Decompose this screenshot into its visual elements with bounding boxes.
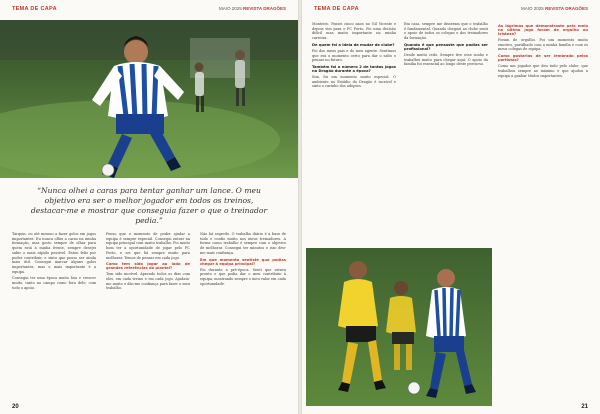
paragraph: Desde muito cedo. Sempre tive esse sonho e trabalhei muito para chegar aqui. O apoio da família foi essencial ao longo deste percurso. bbox=[404, 52, 488, 67]
player-photo-art bbox=[0, 20, 298, 178]
question: Como gostarias de ser lembrado pelos portistas? bbox=[498, 54, 588, 63]
paragraph: Como um jogador que deu tudo pelo clube, que trabalhou sempre ao máximo e que ajudou a equipa a ganhar títulos importantes. bbox=[498, 64, 588, 78]
text-column-2 bbox=[106, 232, 190, 404]
text-column-4 bbox=[312, 22, 396, 244]
paragraph: Monteiro. Passei cinco anos no Gil Vicente e depois vim para o FC Porto. Foi uma decisão difícil mas muito importante na minha carreira. bbox=[312, 22, 396, 41]
magazine-name: REVISTA DRAGÕES bbox=[242, 6, 286, 11]
paragraph: Tarquin, ou até mesmo a fazer golos em jogos importantes. Eu nunca olhei a caras na minha formação, mas gosto sempre de olhar para quem está à minha frente, sempre desejei subir o mais rápido possível. Estou feliz por poder contribuir, e sinto que posso ser ainda mais útil. Consegui marcar alguns golos importantes, mas o mais importante é a equipa. bbox=[12, 232, 96, 274]
page-number-right: 21 bbox=[581, 404, 588, 410]
paragraph: Em casa, sempre me disseram que o trabalho é fundamental. Quando cheguei ao clube senti o apoio de todos os colegas e dos treinadores da formação. bbox=[404, 22, 488, 41]
question: Em que momento sentiste que podias chegar à equipa principal? bbox=[200, 257, 286, 266]
question: Também foi o número 2 de tantos jogos no Dragão durante a época? bbox=[312, 64, 396, 73]
paragraph: Sim, foi um momento muito especial. O ambiente no Estádio do Dragão é incrível e sinto o carinho dos adeptos. bbox=[312, 74, 396, 89]
right-page bbox=[302, 0, 600, 414]
text-column-3 bbox=[200, 232, 286, 404]
question: De quem foi a ideia de mudar de clube? bbox=[312, 42, 395, 47]
paragraph: Consegui ter uma época muito boa e crescer muito, tanto no campo como fora dele, com todo o apoio. bbox=[12, 276, 96, 290]
paragraph: Não há segredo. O trabalho diário é a base de tudo e confio muito nos meus treinadores. A forma como trabalho é sempre com o objetivo de melhorar. Consegui ter minutos e isso deu-me mais confiança. bbox=[200, 232, 286, 255]
paragraph: Penso que o momento de poder ajudar a equipa é sempre especial. Consegui entrar na equipa principal com muito trabalho. Foi muito bom ter a oportunidade de jogar pelo FC Porto, e sei que há sempre muito para melhorar. Temos de pensar em cada jogo. bbox=[106, 232, 190, 260]
text-column-1 bbox=[12, 232, 96, 404]
page-header-right bbox=[314, 6, 588, 16]
issue-date: MAIO 2025 bbox=[520, 6, 544, 11]
pull-quote: “Nunca olhei a caras para tentar ganhar um lance. O meu objetivo era ser o melhor jogador em todos os treinos, destacar-me e mostrar que conseguia fazer o que o treinador pedia.” bbox=[30, 186, 268, 225]
text-column-6 bbox=[498, 22, 588, 402]
paragraph: Tem sido incrível. Aprendo todos os dias com eles, em cada treino e em cada jogo. Ajudam-me muito e dão-me confiança para fazer o meu trabalho. bbox=[106, 272, 190, 291]
match-photo-art bbox=[306, 248, 492, 406]
match-photo bbox=[306, 248, 492, 406]
paragraph: Foi dos meus pais e do meu agente. Sentimos que era o momento certo para dar o salto e pensar no futuro. bbox=[312, 48, 396, 63]
question: Quando é que pensaste que podias ser profissional? bbox=[404, 42, 488, 51]
question: Como tem sido jogar ao lado de grandes referências do plantel? bbox=[106, 262, 190, 271]
section-label: TEMA DE CAPA bbox=[12, 6, 57, 12]
page-number-left: 20 bbox=[12, 404, 19, 410]
section-label: TEMA DE CAPA bbox=[314, 6, 359, 12]
page-header-left bbox=[12, 6, 286, 16]
paragraph: Foram de orgulho. Foi um momento muito emotivo, partilhado com a minha família e com os meus colegas de equipa. bbox=[498, 38, 588, 52]
issue-label bbox=[219, 6, 286, 11]
left-page bbox=[0, 0, 298, 414]
text-column-5 bbox=[404, 22, 488, 244]
issue-label bbox=[521, 6, 588, 11]
question: As lágrimas que demonstraste pelo meio no último jogo foram de orgulho ou tristeza? bbox=[498, 24, 588, 36]
magazine-name: REVISTA DRAGÕES bbox=[544, 6, 588, 11]
issue-date: MAIO 2025 bbox=[218, 6, 242, 11]
player-photo bbox=[0, 20, 298, 178]
paragraph: Foi durante a pré-época. Senti que estava pronto e que podia dar o meu contributo à equipa, mostrando sempre o meu valor em cada oportunidade. bbox=[200, 267, 286, 286]
